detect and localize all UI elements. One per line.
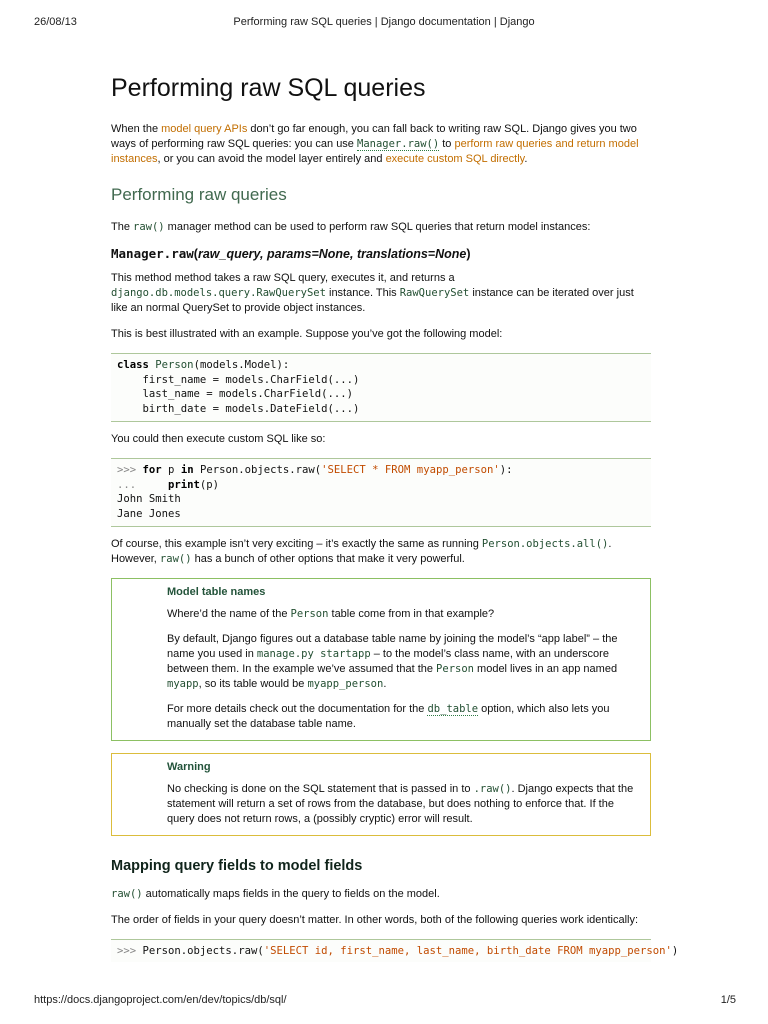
objects-all-code: Person.objects.all() — [481, 537, 609, 550]
warning-title: Warning — [167, 760, 211, 773]
example-commentary: Of course, this example isn’t very exciting – it’s exactly the same as running Person.objects.all(). However, raw() has a bunch of other options that make it very powerful. — [111, 537, 612, 565]
note-model-table-names — [111, 578, 651, 741]
note-title: Model table names — [167, 585, 266, 598]
db-table-link[interactable]: db_table — [427, 702, 479, 715]
warning-text: No checking is done on the SQL statement that is passed in to .raw(). Django expects that the statement will return a set of rows from the database, but does nothing to enforce that. If the query does not return rows, a (possibly cryptic) error will result. — [167, 782, 634, 825]
print-header-date: 26/08/13 — [34, 16, 77, 28]
doc-content — [111, 74, 679, 972]
intro-paragraph: When the model query APIs don’t go far enough, you can fall back to writing raw SQL. Django gives you two ways of performing raw SQL queries: you can use Manager.raw() to perform raw queries and return model instances, or you can avoid the model layer entirely and execute custom SQL directly. — [111, 123, 639, 165]
method-description: This method method takes a raw SQL query, executes it, and returns a django.db.models.query.RawQuerySet instance. This RawQuerySet instance can be iterated over just like an normal QuerySet to provide object instances. — [111, 272, 634, 314]
execute-intro: You could then execute custom SQL like so: — [111, 432, 326, 445]
mapping-paragraph-1: raw() automatically maps fields in the query to fields on the model. — [111, 887, 440, 900]
raw-code: raw() — [133, 221, 165, 233]
note-more: For more details check out the documentation for the db_table option, which also lets you manually set the database table name. — [167, 702, 610, 730]
warning-box — [111, 753, 651, 836]
note-question: Where’d the name of the Person table come from in that example? — [167, 607, 495, 620]
section-heading-mapping: Mapping query fields to model fields — [111, 857, 363, 874]
execute-custom-sql-link[interactable]: execute custom SQL directly — [385, 153, 525, 165]
model-code-block: class Person(models.Model): first_name = models.CharField(...) last_name = models.CharField(...) birth_date = models.DateField(...) — [111, 353, 651, 422]
raw-code-2: raw() — [159, 552, 192, 565]
print-footer-page-number: 1/5 — [720, 994, 736, 1006]
execute-code-block: >>> for p in Person.objects.raw('SELECT * FROM myapp_person'): ... print(p) John Smith Jane Jones — [111, 458, 651, 527]
rawqueryset-path-code: django.db.models.query.RawQuerySet — [111, 287, 326, 299]
print-footer-url: https://docs.djangoproject.com/en/dev/topics/db/sql/ — [34, 994, 287, 1006]
method-signature: Manager.raw(raw_query, params=None, translations=None) — [111, 246, 471, 261]
rawqueryset-code: RawQuerySet — [399, 287, 470, 299]
example-intro: This is best illustrated with an example. Suppose you’ve got the following model: — [111, 328, 503, 340]
model-query-link[interactable]: model query APIs — [161, 123, 248, 135]
raw-intro-paragraph: The raw() manager method can be used to perform raw SQL queries that return model instances: — [111, 221, 591, 233]
print-header-title: Performing raw SQL queries | Django documentation | Django — [233, 16, 535, 28]
perform-raw-queries-link[interactable]: perform raw queries and return model instances — [111, 138, 639, 165]
manager-raw-link[interactable]: Manager.raw() — [357, 138, 440, 150]
page-title: Performing raw SQL queries — [111, 74, 426, 102]
mapping-code-block: >>> Person.objects.raw('SELECT id, first_name, last_name, birth_date FROM myapp_person') — [111, 939, 651, 963]
section-heading-raw-queries: Performing raw queries — [111, 185, 287, 204]
mapping-paragraph-2: The order of fields in your query doesn’t matter. In other words, both of the following queries work identically: — [111, 913, 639, 926]
note-details: By default, Django figures out a database table name by joining the model’s “app label” – the name you used in manage.py startapp – to the model’s class name, with an underscore between them. In the example we’ve assumed that the Person model lives in an app named myapp, so its table would be myapp_person. — [167, 632, 618, 690]
